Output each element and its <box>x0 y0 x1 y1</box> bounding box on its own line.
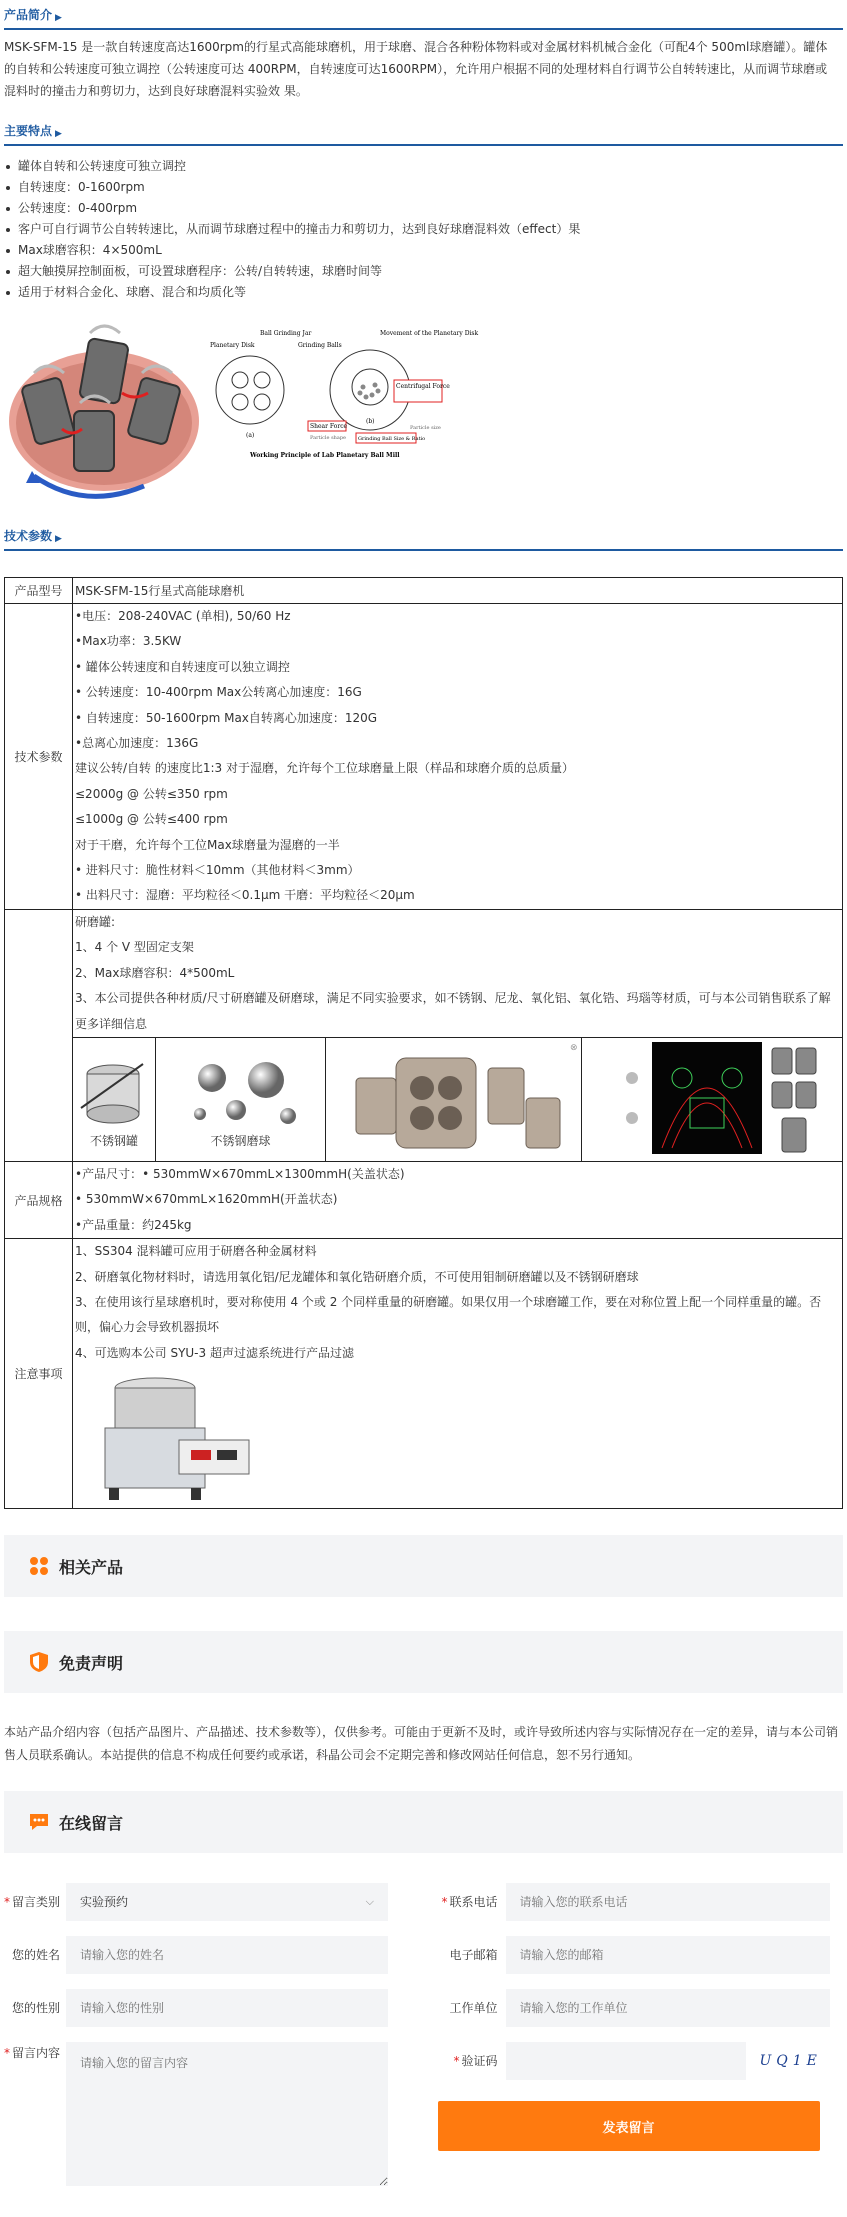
spec-line: • 公转速度：10-400rpm Max公转离心加速度：16G <box>75 685 362 700</box>
gender-label: 您的性别 <box>11 2001 60 2016</box>
diagram-label: Particle shape <box>310 435 346 441</box>
form-row <box>424 2034 844 2087</box>
spec-line: 1、4 个 V 型固定支架 <box>75 940 194 955</box>
message-form <box>4 1875 843 2186</box>
feature-list <box>4 146 843 303</box>
name-label: 您的姓名 <box>11 1948 60 1963</box>
spec-line: • 罐体公转速度和自转速度可以独立调控 <box>75 659 290 674</box>
disclaimer-header <box>4 1631 843 1693</box>
spec-line: 2、Max球磨容积：4*500mL <box>75 965 235 980</box>
intro-text: MSK-SFM-15 是一款自转速度高达1600rpm的行星式高能球磨机，用于球磨、混合各种粉体物料或对金属材料机械合金化（可配4个 500ml球磨罐）。罐体的自转和公转速度可独立调控（公转速度可达 400RPM，自转速度可达1600RPM），允许用户根据不同的处理材料自行调节公自转转速比，从而调节球磨或混料时的撞击力和剪切力，达到良好球磨混料实验效 果。 <box>4 40 828 98</box>
form-row <box>424 1928 844 1981</box>
section-header-intro <box>4 0 843 30</box>
shield-icon <box>29 1652 49 1672</box>
table-label: 产品型号 <box>5 578 73 604</box>
section-header-specs <box>4 521 843 551</box>
list-item: 适用于材料合金化、球磨、混合和均质化等 <box>4 282 843 303</box>
table-row <box>5 578 843 604</box>
triangle-right-icon: ▶ <box>55 129 62 139</box>
table-label: 产品规格 <box>5 1161 73 1238</box>
gender-input[interactable] <box>66 1989 388 2027</box>
spec-line: •电压：208-240VAC (单相), 50/60 Hz <box>75 609 291 623</box>
form-row <box>4 1981 424 2034</box>
stainless-jar-image <box>73 1038 156 1161</box>
section-title: 技术参数 <box>4 529 53 543</box>
spec-line: • 自转速度：50-1600rpm Max自转离心加速度：120G <box>75 710 378 725</box>
captcha-image[interactable]: UQ1E <box>759 2052 822 2069</box>
disclaimer-text: 本站产品介绍内容（包括产品图片、产品描述、技术参数等），仅供参考。可能由于更新不及时，或许导致所述内容与实际情况存在一定的差异，请与本公司销售人员联系确认。本站提供的信息不构成任何要约或承诺，科晶公司会不定期完善和修改网站任何信息，恕不另行通知。 <box>4 1725 839 1763</box>
spec-line: 2、研磨氧化物材料时，请选用氧化铝/尼龙罐体和氧化锆研磨介质，不可使用钼制研磨罐以及不锈钢研磨球 <box>75 1269 639 1284</box>
svg-text:⊗: ⊗ <box>570 1042 578 1053</box>
captcha-label: * 验证码 <box>453 2054 498 2069</box>
stainless-balls-image <box>156 1038 326 1161</box>
form-row <box>4 1875 424 1928</box>
diagram-label: (a) <box>246 432 255 439</box>
jar-image-row <box>73 1037 842 1161</box>
block-title: 相关产品 <box>59 1557 124 1577</box>
diagram-label: Planetary Disk <box>210 342 255 349</box>
triangle-right-icon: ▶ <box>55 13 62 23</box>
chat-icon <box>29 1812 49 1832</box>
spec-line: ≤1000g @ 公转≤400 rpm <box>75 812 228 827</box>
list-item: 罐体自转和公转速度可独立调控 <box>4 156 843 177</box>
product-images <box>4 311 843 511</box>
table-label: 技术参数 <box>5 604 73 910</box>
spec-line: 1、SS304 混料罐可应用于研磨各种金属材料 <box>75 1244 317 1259</box>
email-input[interactable] <box>506 1936 830 1974</box>
phone-label: * 联系电话 <box>441 1895 498 1910</box>
form-row <box>4 2034 424 2186</box>
section-title: 主要特点 <box>4 124 53 138</box>
diagram-label: Particle size <box>410 425 441 431</box>
image-caption: 不锈钢罐 <box>89 1133 138 1148</box>
diagram-label: Grinding Balls <box>298 342 342 349</box>
diagram-label: Ball Grinding Jar <box>260 330 312 337</box>
table-row <box>5 604 843 910</box>
table-value: MSK-SFM-15行星式高能球磨机 <box>73 578 843 604</box>
form-column-left <box>4 1875 424 2186</box>
phone-input[interactable] <box>506 1883 830 1921</box>
triangle-right-icon: ▶ <box>55 534 62 544</box>
list-item: Max球磨容积：4×500mL <box>4 240 843 261</box>
spec-line: •Max功率：3.5KW <box>75 634 182 649</box>
list-item: 客户可自行调节公自转转速比，从而调节球磨过程中的撞击力和剪切力，达到良好球磨混料效（effect）果 <box>4 219 843 240</box>
spec-line: 研磨罐: <box>75 914 116 929</box>
spec-line: ≤2000g @ 公转≤350 rpm <box>75 786 228 801</box>
spec-line: •产品重量：约245kg <box>75 1217 192 1232</box>
table-label: 注意事项 <box>5 1239 73 1509</box>
list-item: 自转速度：0-1600rpm <box>4 177 843 198</box>
related-products-header <box>4 1535 843 1597</box>
email-label: 电子邮箱 <box>449 1948 498 1963</box>
table-label <box>5 909 73 1161</box>
spec-line: •产品尺寸：• 530mmW×670mmL×1300mmH(关盖状态) <box>75 1166 405 1181</box>
diagram-caption: Working Principle of Lab Planetary Ball Mill <box>250 452 400 459</box>
spec-line: 3、本公司提供各种材质/尺寸研磨罐及研磨球，满足不同实验要求，如不锈钢、尼龙、氧化铝、氧化锆、玛瑙等材质，可与本公司销售联系了解更多详细信息 <box>75 991 831 1031</box>
grid-icon <box>29 1556 49 1576</box>
spec-line: 建议公转/自转 的速度比1:3 对于湿磨，允许每个工位球磨量上限（样品和球磨介质的总质量） <box>75 761 574 776</box>
spec-line: • 出料尺寸：湿磨：平均粒径＜0.1μm 干磨：平均粒径＜20μm <box>75 888 415 903</box>
name-input[interactable] <box>66 1936 388 1974</box>
table-value <box>73 909 843 1161</box>
table-value <box>73 1161 843 1238</box>
jar-drawing-image <box>582 1038 842 1161</box>
form-row <box>424 1981 844 2034</box>
table-value <box>73 604 843 910</box>
diagram-label: (b) <box>366 418 375 425</box>
table-value <box>73 1239 843 1509</box>
working-principle-diagram <box>210 325 479 475</box>
content-textarea[interactable] <box>66 2042 388 2186</box>
form-row <box>424 1875 844 1928</box>
zirconia-jars-image <box>326 1038 582 1161</box>
ball-mill-jars-image <box>4 311 208 511</box>
spec-table <box>4 577 843 1509</box>
filter-system-image <box>75 1366 840 1508</box>
diagram-label: Movement of the Planetary Disk <box>380 330 479 337</box>
form-row <box>4 1928 424 1981</box>
spec-line: •总离心加速度：136G <box>75 736 199 751</box>
table-row <box>5 1161 843 1238</box>
spec-line: 3、在使用该行星球磨机时，要对称使用 4 个或 2 个同样重量的研磨罐。如果仅用一个球磨罐工作，要在对称位置上配一个同样重量的罐。否则，偏心力会导致机器损坏 <box>75 1294 822 1335</box>
block-title: 在线留言 <box>59 1813 124 1833</box>
list-item: 超大触摸屏控制面板，可设置球磨程序：公转/自转转速，球磨时间等 <box>4 261 843 282</box>
table-row <box>5 909 843 1161</box>
content-label: * 留言内容 <box>4 2046 61 2061</box>
image-caption: 不锈钢磨球 <box>210 1133 271 1148</box>
form-column-right <box>424 1875 844 2186</box>
spec-line: • 530mmW×670mmL×1620mmH(开盖状态) <box>75 1192 338 1207</box>
list-item: 公转速度：0-400rpm <box>4 198 843 219</box>
diagram-label: Shear Force <box>310 423 348 430</box>
spec-line: 4、可选购本公司 SYU-3 超声过滤系统进行产品过滤 <box>75 1345 354 1360</box>
captcha-input[interactable] <box>506 2042 746 2080</box>
section-title: 产品简介 <box>4 8 53 22</box>
message-type-select[interactable] <box>66 1883 388 1921</box>
selected-value: 实验预约 <box>80 1895 129 1910</box>
diagram-label: Centrifugal Force <box>396 383 450 390</box>
diagram-label: Grinding Ball Size & Ratio <box>358 436 426 442</box>
spec-line: • 进料尺寸：脆性材料＜10mm（其他材料＜3mm） <box>75 863 360 878</box>
table-row <box>5 1239 843 1509</box>
company-label: 工作单位 <box>449 2001 498 2016</box>
chevron-down-icon: ⌵ <box>365 1894 374 1908</box>
block-title: 免责声明 <box>59 1653 124 1673</box>
type-label: * 留言类别 <box>4 1895 61 1910</box>
section-header-features <box>4 116 843 146</box>
spec-line: 对于干磨，允许每个工位Max球磨量为湿磨的一半 <box>75 837 340 852</box>
submit-message-button[interactable]: 发表留言 <box>438 2101 820 2151</box>
online-message-header <box>4 1791 843 1853</box>
company-input[interactable] <box>506 1989 830 2027</box>
